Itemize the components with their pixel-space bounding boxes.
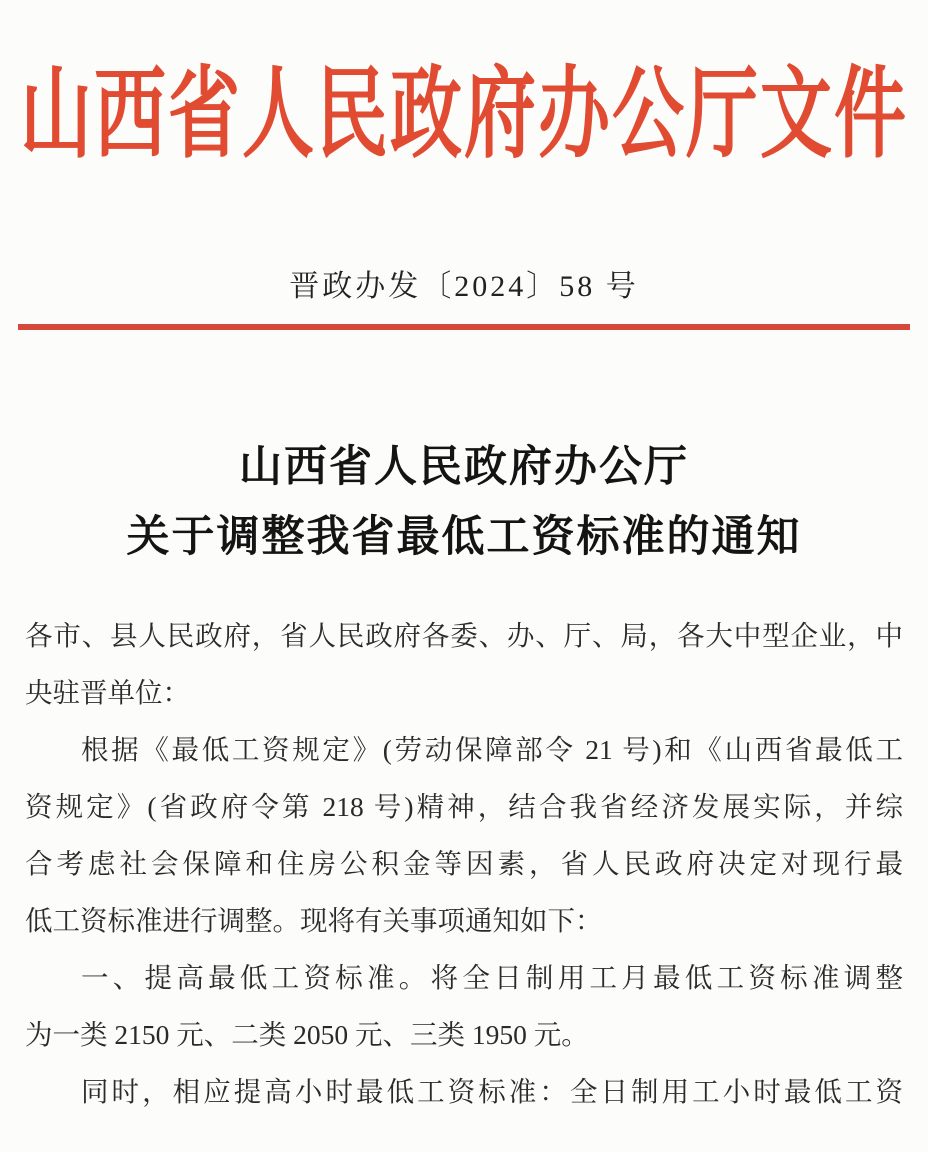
body-line-3: 根据《最低工资规定》(劳动保障部令 21 号)和《山西省最低工 bbox=[81, 734, 903, 765]
body-line-2: 央驻晋单位： bbox=[25, 677, 190, 708]
document-body bbox=[0, 607, 928, 1120]
letterhead-banner bbox=[0, 40, 928, 170]
document-number: 晋政办发〔2024〕58 号 bbox=[289, 270, 639, 303]
document-title-line-2: 关于调整我省最低工资标准的通知 bbox=[126, 514, 802, 561]
body-line-8: 为一类 2150 元、二类 2050 元、三类 1950 元。 bbox=[25, 1019, 589, 1050]
document-title-line-1: 山西省人民政府办公厅 bbox=[239, 444, 689, 491]
red-divider-rule bbox=[18, 324, 910, 330]
body-line-9: 同时，相应提高小时最低工资标准：全日制用工小时最低工资 bbox=[81, 1076, 903, 1107]
body-line-1: 各市、县人民政府，省人民政府各委、办、厅、局，各大中型企业，中 bbox=[25, 620, 903, 651]
body-line-4: 资规定》(省政府令第 218 号)精神，结合我省经济发展实际，并综 bbox=[25, 791, 903, 822]
body-line-7: 一、提高最低工资标准。将全日制用工月最低工资标准调整 bbox=[81, 962, 903, 993]
document-title bbox=[0, 443, 928, 563]
body-line-5: 合考虑社会保障和住房公积金等因素，省人民政府决定对现行最 bbox=[25, 848, 903, 879]
letterhead-title: 山西省人民政府办公厅文件 bbox=[19, 59, 908, 170]
body-line-6: 低工资标准进行调整。现将有关事项通知如下： bbox=[25, 905, 603, 936]
